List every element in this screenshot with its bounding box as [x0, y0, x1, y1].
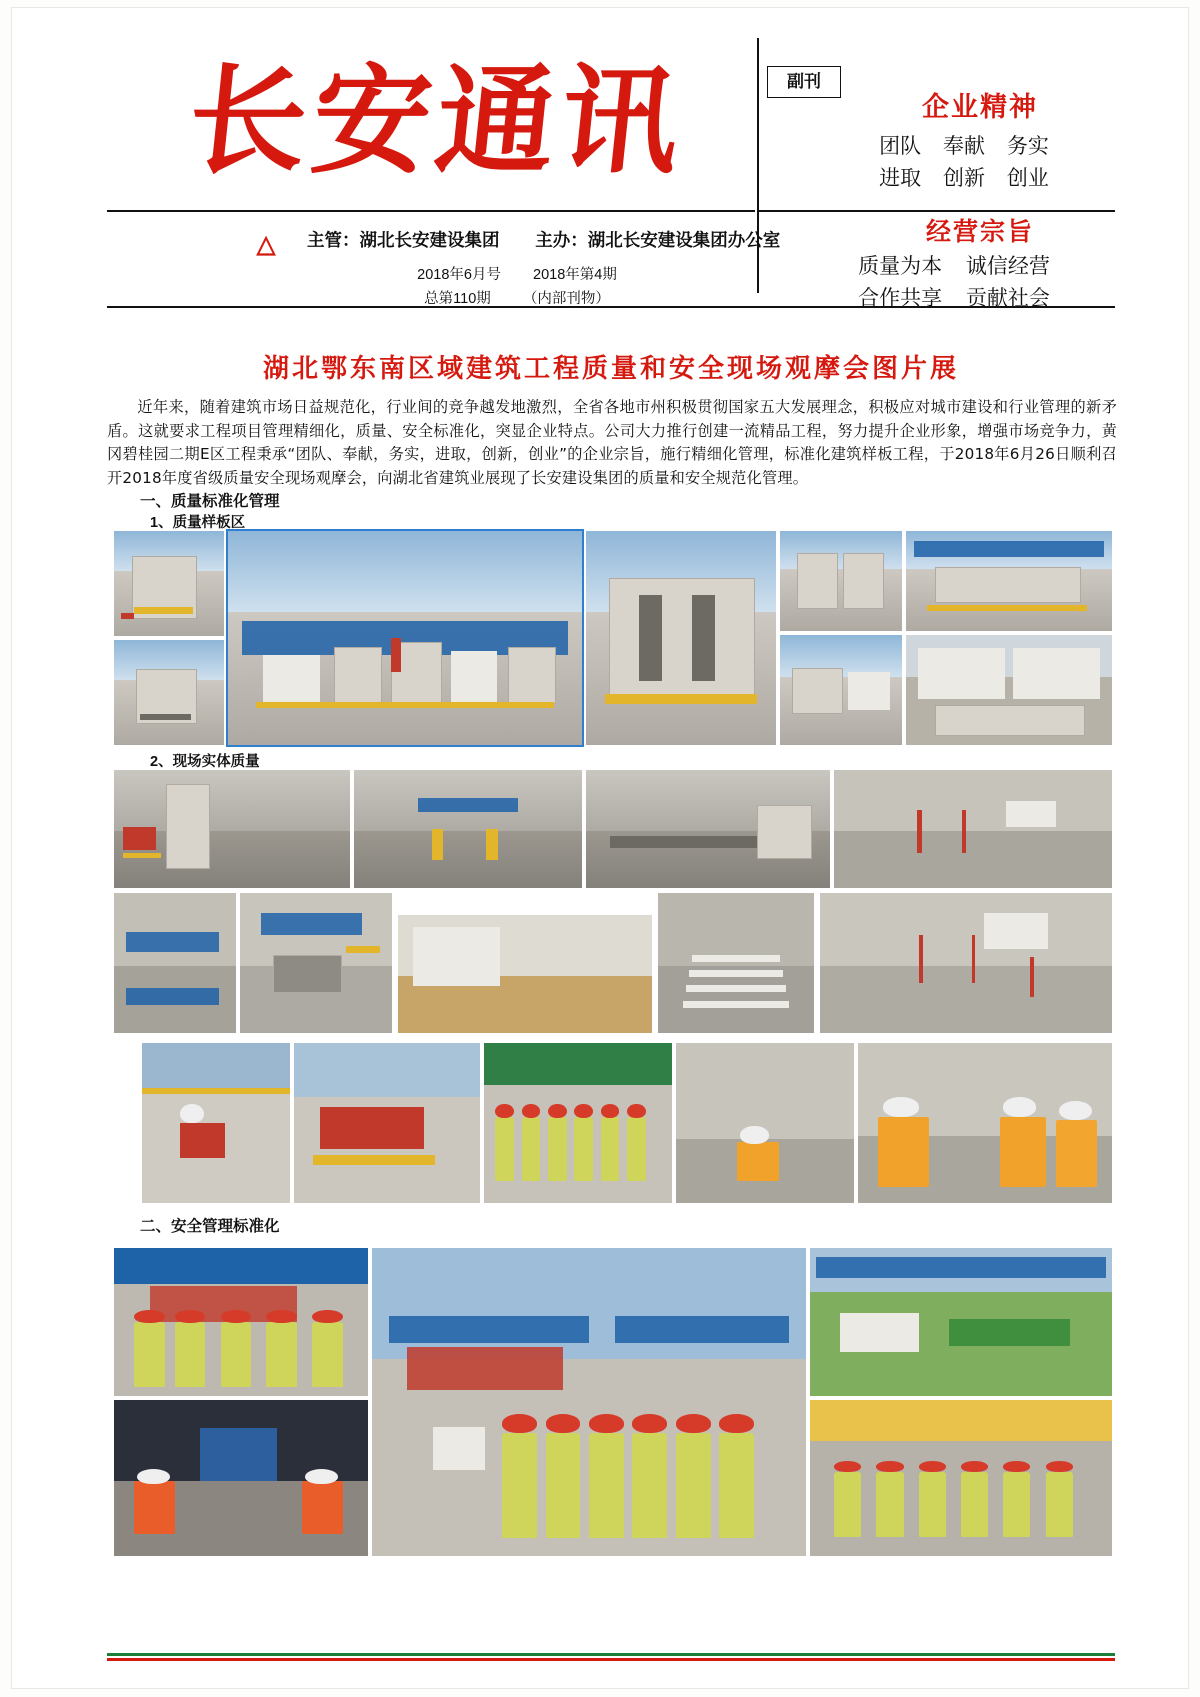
aim-title: 经营宗旨	[925, 218, 1034, 246]
photo-tile-sample-board	[906, 531, 1112, 631]
subsection-heading-sample-area: 1、质量样板区	[150, 515, 246, 531]
photo-vr-experience-hall	[114, 1248, 368, 1396]
photo-staircase	[658, 893, 814, 1033]
footer-rule-green	[107, 1653, 1115, 1656]
spirit-word: 创业	[1006, 167, 1049, 190]
photo-worker-measuring-floor	[142, 1043, 290, 1203]
aim-line-1	[799, 252, 1109, 282]
photo-basement-corridor	[354, 770, 582, 888]
publication-title: 长安通讯	[181, 51, 693, 190]
masthead-org-line	[307, 226, 781, 254]
masthead-bottom-rule	[107, 306, 1115, 308]
aim-phrase: 贡献社会	[965, 287, 1050, 310]
photo-structure-column	[114, 770, 350, 888]
aim-phrase: 质量为本	[858, 255, 943, 278]
masthead-right	[759, 38, 1115, 310]
article-paragraph: 近年来，随着建筑市场日益规范化，行业间的竞争越发地激烈，全省各地市州积极贯彻国家五大发展理念，积极应对城市建设和行业管理的新矛盾。这就要求工程项目管理精细化，质量、安全标准化，突显企业特点。公司大力推行创建一流精品工程，努力提升企业形象，增强市场竞争力，黄冈碧桂园二期E区工程秉承“团队、奉献，务实，进取，创新，创业”的企业宗旨，施行精细化管理，标准化建筑样板工程，于2018年6月26日顺利召开2018年度省级质量安全现场观摩会，向湖北省建筑业展现了长安建设集团的质量和安全规范化管理。	[107, 398, 1117, 487]
subsection-heading-onsite-quality: 2、现场实体质量	[150, 754, 260, 770]
page-title: 湖北鄂东南区域建筑工程质量和安全现场观摩会图片展	[262, 354, 959, 384]
spirit-word: 进取	[879, 167, 922, 190]
organizer-label: 主办：湖北长安建设集团办公室	[535, 230, 781, 250]
photo-formwork-sample-bottom	[114, 640, 224, 745]
photo-safety-banner-area	[810, 1248, 1112, 1396]
aim-line-2	[799, 284, 1109, 314]
photo-floor-finish	[398, 915, 652, 1033]
masthead-left	[107, 38, 781, 307]
spirit-line-1	[819, 132, 1109, 162]
photo-concrete-wall-sample	[586, 531, 776, 745]
photo-safety-education-yard	[810, 1400, 1112, 1556]
photo-worker-wall-check	[676, 1043, 854, 1203]
photo-wall-sample-pair	[780, 531, 902, 631]
article-body	[107, 396, 1117, 490]
footer-rule-red	[107, 1658, 1115, 1661]
photo-precast-electrical-box	[240, 893, 392, 1033]
photo-wall-marking	[820, 893, 1112, 1033]
photo-scaffold-equipment	[294, 1043, 480, 1203]
photo-vr-equipment-room	[114, 1400, 368, 1556]
spirit-word: 团队	[879, 135, 922, 158]
section-heading-quality: 一、质量标准化管理	[140, 493, 280, 510]
total-issue: 总第110期	[424, 291, 491, 307]
masthead-issue-line-1	[287, 264, 747, 286]
aim-phrase: 诚信经营	[965, 255, 1050, 278]
photo-sample-display-stand	[780, 635, 902, 745]
spirit-word: 创新	[943, 167, 985, 190]
issue-date: 2018年6月号	[417, 267, 501, 283]
supplement-badge: 副刊	[767, 66, 841, 98]
photo-sample-area-panorama[interactable]	[228, 531, 582, 745]
internal-note: （内部刊物）	[522, 291, 610, 307]
spirit-title: 企业精神	[922, 92, 1038, 122]
photo-ramp-area	[586, 770, 830, 888]
photo-door-opening-sample	[114, 893, 236, 1033]
masthead	[107, 38, 1115, 310]
section-heading-safety: 二、安全管理标准化	[140, 1218, 280, 1235]
masthead-right-divider	[759, 210, 1115, 212]
masthead-divider	[107, 210, 755, 212]
supervisor-label: 主管：湖北长安建设集团	[307, 230, 500, 250]
photo-block-masonry-wall	[834, 770, 1112, 888]
photo-process-standard-board	[906, 635, 1112, 745]
photo-safety-meeting	[372, 1248, 806, 1556]
paper-sheet	[12, 8, 1188, 1688]
photo-two-inspectors	[858, 1043, 1112, 1203]
spirit-word: 奉献	[943, 135, 985, 158]
company-logo-icon: ▵	[255, 219, 277, 266]
photo-formwork-sample-top	[114, 531, 224, 636]
spirit-line-2	[819, 164, 1109, 194]
aim-phrase: 合作共享	[858, 287, 943, 310]
spirit-word: 务实	[1006, 135, 1049, 158]
issue-number: 2018年第4期	[533, 267, 617, 283]
photo-workers-lineup	[484, 1043, 672, 1203]
